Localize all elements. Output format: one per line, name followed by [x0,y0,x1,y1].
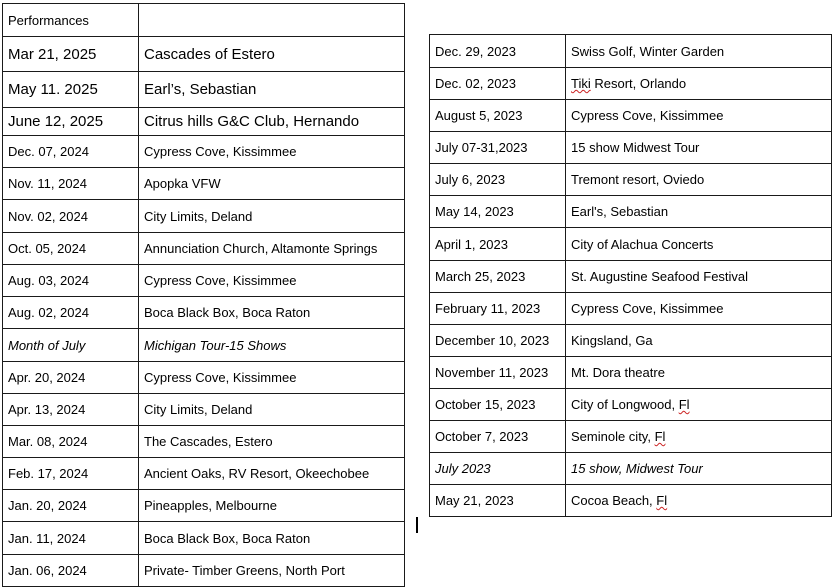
table-row [3,168,405,200]
spellcheck-flagged-word: Fl [654,429,666,444]
venue-cell: City Limits, Deland [139,394,405,426]
date-cell: December 10, 2023 [430,325,566,357]
venue-cell: Cascades of Estero [139,37,405,72]
table-row [3,329,405,362]
venue-cell: Swiss Golf, Winter Garden [566,35,832,68]
table-row [3,108,405,136]
venue-cell [566,389,832,421]
table-row [3,522,405,555]
venue-cell: Citrus hills G&C Club, Hernando [139,108,405,136]
date-cell: Mar. 08, 2024 [3,426,139,458]
table-row [430,389,832,421]
date-cell: November 11, 2023 [430,357,566,389]
table-row [430,196,832,228]
date-cell: Feb. 17, 2024 [3,458,139,490]
date-cell: Apr. 20, 2024 [3,362,139,394]
date-cell: Jan. 20, 2024 [3,490,139,522]
venue-cell: City Limits, Deland [139,200,405,233]
table-row [3,458,405,490]
date-cell: May 14, 2023 [430,196,566,228]
table-row [3,555,405,587]
venue-cell: Cypress Cove, Kissimmee [139,265,405,297]
date-cell: February 11, 2023 [430,293,566,325]
table-header-row [3,4,405,37]
table-row [3,394,405,426]
date-cell: Nov. 11, 2024 [3,168,139,200]
table-row [430,228,832,261]
date-cell: Apr. 13, 2024 [3,394,139,426]
date-cell: Dec. 02, 2023 [430,68,566,100]
venue-cell: Kingsland, Ga [566,325,832,357]
date-cell: Jan. 06, 2024 [3,555,139,587]
table-row [3,233,405,265]
venue-cell: Cypress Cove, Kissimmee [566,293,832,325]
date-cell: June 12, 2025 [3,108,139,136]
venue-cell: The Cascades, Estero [139,426,405,458]
venue-cell [566,68,832,100]
date-cell: Nov. 02, 2024 [3,200,139,233]
header-empty-cell [139,4,405,37]
venue-cell: Apopka VFW [139,168,405,200]
venue-cell: City of Alachua Concerts [566,228,832,261]
venue-cell: St. Augustine Seafood Festival [566,261,832,293]
table-row [3,136,405,168]
venue-cell: 15 show, Midwest Tour [566,453,832,485]
date-cell: Dec. 07, 2024 [3,136,139,168]
table-row [3,200,405,233]
venue-cell: Earl's, Sebastian [566,196,832,228]
table-row [430,132,832,164]
date-cell: March 25, 2023 [430,261,566,293]
table-row [3,490,405,522]
venue-cell: Ancient Oaks, RV Resort, Okeechobee [139,458,405,490]
venue-cell [566,421,832,453]
date-cell: July 6, 2023 [430,164,566,196]
date-cell: Month of July [3,329,139,362]
spellcheck-flagged-word: Fl [656,493,668,508]
spellcheck-flagged-word: Fl [678,397,690,412]
date-cell: July 07-31,2023 [430,132,566,164]
venue-text: City of Longwood, [571,397,679,412]
venue-cell: Earl’s, Sebastian [139,72,405,108]
table-row [430,261,832,293]
venue-cell: Michigan Tour-15 Shows [139,329,405,362]
venue-text: Resort, Orlando [590,76,687,91]
venue-cell: Boca Black Box, Boca Raton [139,522,405,555]
date-cell: May 21, 2023 [430,485,566,517]
header-cell: Performances [3,4,139,37]
date-cell: August 5, 2023 [430,100,566,132]
table-row [430,35,832,68]
table-row [430,100,832,132]
venue-cell: Private- Timber Greens, North Port [139,555,405,587]
table-row [3,297,405,329]
date-cell: Jan. 11, 2024 [3,522,139,555]
date-cell: Mar 21, 2025 [3,37,139,72]
venue-cell: Cypress Cove, Kissimmee [139,136,405,168]
table-row [3,362,405,394]
table-row [430,164,832,196]
date-cell: Oct. 05, 2024 [3,233,139,265]
spellcheck-flagged-word: Tiki [571,76,591,91]
venue-cell: Annunciation Church, Altamonte Springs [139,233,405,265]
table-row [3,426,405,458]
date-cell: October 7, 2023 [430,421,566,453]
date-cell: May 11. 2025 [3,72,139,108]
venue-cell: Pineapples, Melbourne [139,490,405,522]
table-row [430,293,832,325]
venue-cell: 15 show Midwest Tour [566,132,832,164]
venue-cell: Tremont resort, Oviedo [566,164,832,196]
table-row [3,37,405,72]
venue-cell: Cypress Cove, Kissimmee [566,100,832,132]
date-cell: October 15, 2023 [430,389,566,421]
date-cell: July 2023 [430,453,566,485]
performances-table-left [2,3,405,587]
table-row [430,453,832,485]
venue-text: Cocoa Beach, [571,493,657,508]
performances-table-right [429,34,832,517]
table-row [430,68,832,100]
venue-cell: Boca Black Box, Boca Raton [139,297,405,329]
date-cell: Dec. 29, 2023 [430,35,566,68]
venue-cell: Mt. Dora theatre [566,357,832,389]
table-row [3,72,405,108]
venue-cell [566,485,832,517]
date-cell: April 1, 2023 [430,228,566,261]
date-cell: Aug. 02, 2024 [3,297,139,329]
table-row [3,265,405,297]
table-row [430,357,832,389]
table-row [430,485,832,517]
text-cursor [416,517,418,533]
venue-text: Seminole city, [571,429,655,444]
venue-cell: Cypress Cove, Kissimmee [139,362,405,394]
table-row [430,421,832,453]
table-row [430,325,832,357]
date-cell: Aug. 03, 2024 [3,265,139,297]
